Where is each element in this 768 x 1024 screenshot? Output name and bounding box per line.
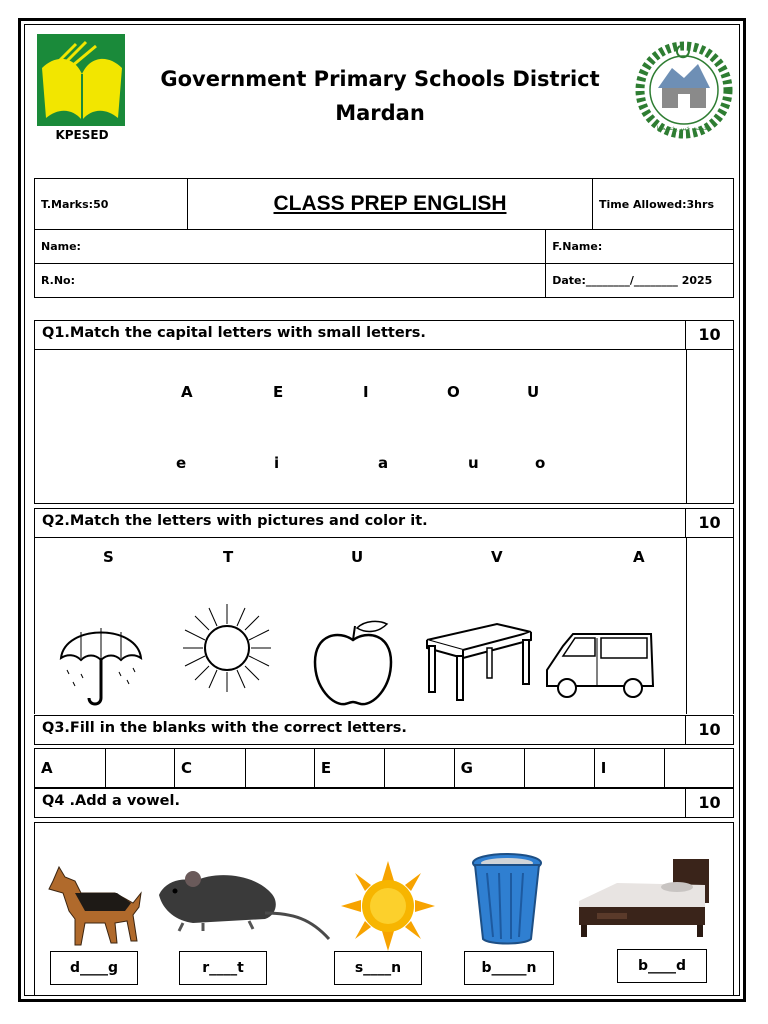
q3-letter-cell: E [314, 749, 385, 788]
q1-title: Q1.Match the capital letters with small letters. [42, 325, 426, 341]
q1-small-letter: e [176, 454, 187, 472]
q3-letter-cell: C [174, 749, 245, 788]
q3-letter-cell: I [594, 749, 664, 788]
q3-blank-cell[interactable] [105, 749, 174, 788]
q1-capital-letter: E [273, 383, 284, 401]
bed-icon [577, 857, 713, 941]
sun-icon [341, 861, 435, 951]
q4-word-box[interactable]: b_____n [464, 951, 554, 985]
father-name-field[interactable]: F.Name: [546, 230, 734, 264]
exam-info-table [34, 178, 734, 298]
q2-marks-column [686, 538, 687, 714]
q3-letter-cell: G [454, 749, 525, 788]
q1-small-letter: i [274, 454, 280, 472]
name-field[interactable]: Name: [35, 230, 546, 264]
q4-body [34, 822, 734, 996]
roll-no-field[interactable]: R.No: [35, 264, 546, 298]
q4-word-box[interactable]: d____g [50, 951, 138, 985]
seal-caption: حکومت خیبر پختونخوا [656, 125, 712, 132]
q1-small-letter: a [378, 454, 389, 472]
q3-header [34, 715, 734, 745]
class-title [188, 179, 593, 230]
q1-capital-letter: I [363, 383, 369, 401]
q2-body [34, 538, 734, 714]
total-marks: T.Marks:50 [35, 179, 188, 230]
date-field[interactable]: Date:________/________ 2025 [546, 264, 734, 298]
q3-letter-table [34, 748, 734, 788]
q3-marks: 10 [685, 715, 733, 745]
school-title: Government Primary Schools District Mardan [160, 67, 600, 125]
q1-marks-column [686, 350, 687, 503]
q1-capital-letter: A [181, 383, 193, 401]
q1-capital-letter: O [447, 383, 460, 401]
q3-blank-cell[interactable] [385, 749, 454, 788]
kpesed-logo [36, 34, 128, 142]
q2-letter: U [351, 548, 364, 566]
q4-word-box[interactable]: r____t [179, 951, 267, 985]
q1-small-letter: o [535, 454, 546, 472]
q4-marks: 10 [685, 788, 733, 818]
table-icon [423, 618, 533, 702]
bin-icon [469, 851, 545, 947]
kp-government-seal [628, 38, 740, 142]
class-title-text: CLASS PREP ENGLISH [273, 192, 507, 215]
q2-letter: V [491, 548, 503, 566]
apple-icon [309, 618, 397, 710]
q2-marks: 10 [685, 508, 733, 538]
q4-word-box[interactable]: b____d [617, 949, 707, 983]
q3-blank-cell[interactable] [664, 749, 733, 788]
q3-title: Q3.Fill in the blanks with the correct letters. [42, 720, 407, 736]
q3-blank-cell[interactable] [525, 749, 594, 788]
q2-letter: S [103, 548, 114, 566]
q2-title: Q2.Match the letters with pictures and color it. [42, 513, 428, 529]
rat-icon [153, 865, 333, 945]
q4-header [34, 788, 734, 818]
sun-icon [177, 600, 277, 696]
q3-letter-cell: A [35, 749, 106, 788]
umbrella-icon [57, 614, 145, 710]
dog-icon [45, 863, 145, 949]
q1-marks: 10 [685, 320, 733, 350]
q1-header [34, 320, 734, 350]
q4-word-box[interactable]: s____n [334, 951, 422, 985]
q2-letter: A [633, 548, 645, 566]
q2-letter: T [223, 548, 234, 566]
q4-title: Q4 .Add a vowel. [42, 793, 180, 809]
kpesed-logo-text: KPESED [55, 128, 109, 142]
q1-body [34, 350, 734, 504]
q1-capital-letter: U [527, 383, 540, 401]
q3-blank-cell[interactable] [245, 749, 314, 788]
q2-header [34, 508, 734, 538]
q1-small-letter: u [468, 454, 479, 472]
van-icon [543, 630, 657, 706]
time-allowed: Time Allowed:3hrs [593, 179, 734, 230]
